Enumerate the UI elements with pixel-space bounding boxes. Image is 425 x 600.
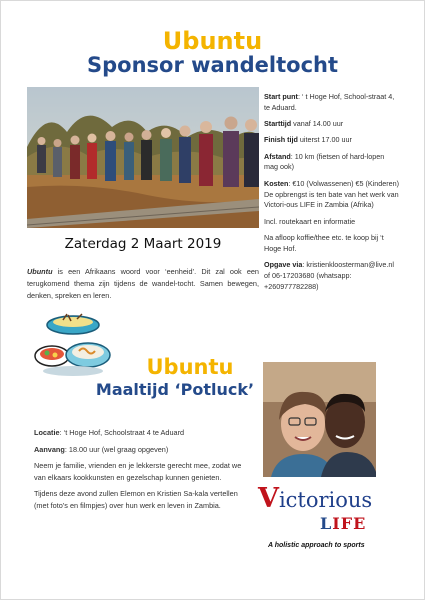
meal-para2: Tijdens deze avond zullen Elemon en Kristien Sa-kala vertellen (met foto’s en filmpjes) over hun werk en leven in Zambia. — [34, 489, 238, 510]
couple-photo — [263, 362, 376, 477]
meal-para1: Neem je familie, vrienden en je lekkerste gerecht mee, zodat we van elkaars kookkunsten en gezelschap kunnen genieten. — [34, 461, 242, 482]
walk-intro — [27, 266, 259, 302]
victorious-life-logo — [258, 483, 380, 559]
walk-date: Zaterdag 2 Maart 2019 — [64, 236, 222, 252]
logo-wordmark: Victorious — [258, 483, 373, 514]
info-starttijd: Starttijd vanaf 14.00 uur — [264, 119, 344, 129]
food-bowls-icon — [33, 311, 113, 379]
meal-info — [34, 427, 249, 516]
info-afloop: Na afloop koffie/thee etc. te koop bij ‘t Hoge Hof. — [264, 232, 384, 253]
meal-subtitle: Maaltijd ‘Potluck’ — [95, 380, 255, 399]
logo-tagline: A holistic approach to sports — [268, 542, 365, 549]
meal-title: Ubuntu — [146, 355, 234, 379]
info-opgave: Opgave via: kristienkloosterman@live.nl of 06-17203680 (whatsapp: +260977782288) — [264, 260, 394, 291]
meal-locatie: Locatie: ‘t Hoge Hof, Schoolstraat 4 te Aduard — [34, 428, 185, 437]
info-start: Start punt: ‘ t Hoge Hof, School-straat 4, te Aduard. — [264, 92, 395, 112]
info-finish: Finish tijd uiterst 17.00 uur — [264, 135, 352, 145]
info-routekaart: Incl. routekaart en informatie — [264, 216, 356, 226]
info-kosten: Kosten: €10 (Volwassenen) €5 (Kinderen) De opbrengst is ten bate van het werk van Victori-ous LIFE in Zambia (Afrika) — [264, 178, 400, 210]
poster-subtitle: Sponsor wandeltocht — [86, 53, 339, 77]
walk-info — [264, 92, 400, 298]
poster-title: Ubuntu — [162, 27, 263, 55]
info-afstand: Afstand: 10 km (fietsen of hard-lopen mag ook) — [264, 151, 385, 172]
logo-life: LIFE — [320, 514, 367, 533]
meal-aanvang: Aanvang: 18.00 uur (wel graag opgeven) — [34, 444, 169, 454]
group-walking-photo — [27, 87, 259, 228]
intro-text: is een Afrikaans woord voor ‘eenheid’. Dit zal ook een terugkomend thema zijn tijdens de wandel-tocht. Samen bewegen, denken, spreken en leren. — [27, 267, 259, 300]
intro-term: Ubuntu — [27, 267, 53, 276]
